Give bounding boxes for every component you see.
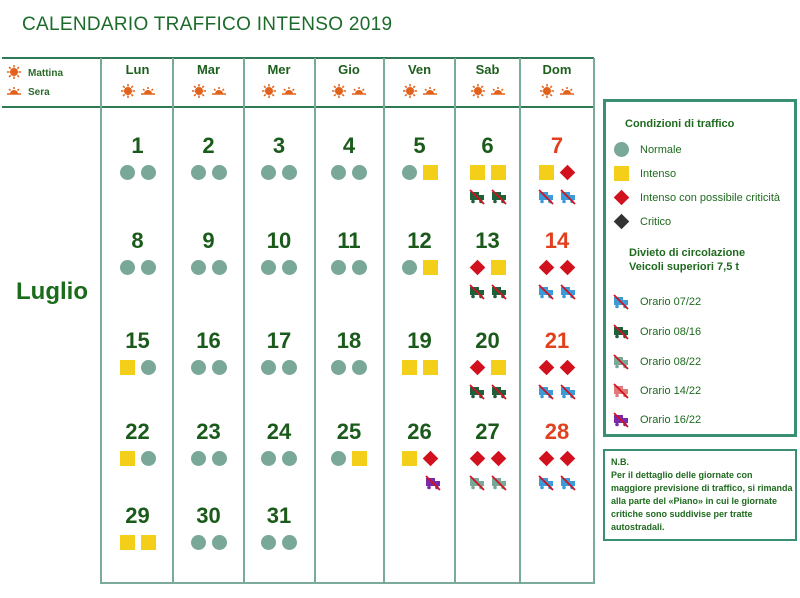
day-truck-bans: [520, 384, 594, 400]
day-number: 20: [475, 328, 500, 353]
intense-traffic-marker: [539, 165, 554, 180]
sun-morning-icon: [330, 84, 348, 103]
truck-ban-icon: [469, 189, 485, 205]
normal-traffic-marker: [191, 535, 206, 550]
sunset-evening-icon: [6, 84, 22, 101]
normal-traffic-marker: [331, 451, 346, 466]
truck-ban-icon: [560, 384, 576, 400]
legend-item: [612, 190, 780, 205]
time-icons: [102, 84, 173, 103]
possible-critical-marker: [560, 360, 576, 376]
intense-traffic-marker: [491, 360, 506, 375]
day-traffic-markers: [244, 260, 314, 275]
truck-ban-icon: [469, 284, 485, 300]
normal-traffic-marker: [261, 260, 276, 275]
day-number: 2: [202, 133, 215, 158]
legend-item: [612, 166, 676, 181]
normal-traffic-marker: [614, 142, 629, 157]
possible-critical-marker: [490, 451, 506, 467]
day-number: 4: [342, 133, 356, 158]
ban-label: Orario 14/22: [640, 385, 702, 397]
ban-item: [612, 412, 701, 428]
time-icons: [455, 84, 520, 103]
normal-traffic-marker: [212, 260, 227, 275]
day-number: 14: [544, 228, 570, 253]
truck-ban-icon: [613, 324, 629, 340]
day-truck-bans: [520, 189, 594, 205]
day-number: 11: [337, 228, 361, 253]
day-traffic-markers: [455, 451, 520, 466]
possible-critical-marker: [469, 260, 485, 276]
day-traffic-markers: [102, 165, 173, 180]
weekday-header: Mer: [267, 62, 291, 77]
sun-morning-icon: [401, 84, 419, 103]
intense-traffic-marker: [120, 451, 135, 466]
truck-ban-icon: [491, 475, 507, 491]
legend-label: Critico: [640, 215, 672, 228]
ban-label: Orario 08/16: [640, 326, 702, 338]
column-separator: [172, 58, 174, 584]
day-number: 15: [125, 328, 150, 353]
truck-ban-icon: [538, 384, 554, 400]
normal-traffic-marker: [331, 360, 346, 375]
truck-ban-icon: [613, 294, 629, 310]
truck-ban-icon: [560, 284, 576, 300]
column-separator: [243, 58, 245, 584]
day-number: 3: [272, 133, 286, 158]
ban-item: [612, 383, 701, 399]
day-truck-bans: [455, 189, 520, 205]
intense-traffic-marker: [423, 260, 438, 275]
day-truck-bans: [455, 475, 520, 491]
legend-icon: [612, 142, 630, 157]
day-number: 16: [196, 328, 221, 353]
column-separator: [314, 58, 316, 584]
day-number: 21: [544, 328, 570, 353]
morning-label: Mattina: [28, 68, 63, 79]
day-number: 18: [336, 328, 362, 353]
normal-traffic-marker: [141, 451, 156, 466]
day-traffic-markers: [173, 260, 244, 275]
ban-item: [612, 354, 701, 370]
day-traffic-markers: [102, 451, 173, 466]
day-traffic-markers: [244, 535, 314, 550]
intense-traffic-marker: [491, 165, 506, 180]
truck-ban-icon: [425, 475, 441, 491]
possible-critical-marker: [560, 260, 576, 276]
legend-label: Intenso: [640, 167, 677, 180]
day-truck-bans: [520, 475, 594, 491]
column-separator: [100, 58, 102, 584]
day-number: 29: [125, 503, 150, 528]
day-traffic-markers: [520, 451, 594, 466]
truck-ban-icon: [491, 189, 507, 205]
normal-traffic-marker: [331, 260, 346, 275]
sunset-evening-icon: [489, 84, 507, 103]
ban-item: [612, 324, 701, 340]
weekday-header: Sab: [475, 62, 500, 77]
time-icons: [520, 84, 594, 103]
day-traffic-markers: [314, 451, 384, 466]
day-number: 1: [131, 133, 144, 158]
month-label: Luglio: [16, 278, 88, 305]
sun-morning-icon: [260, 84, 278, 103]
normal-traffic-marker: [212, 360, 227, 375]
truck-ban-icon: [538, 284, 554, 300]
day-number: 24: [266, 419, 292, 444]
sunset-evening-icon: [350, 84, 368, 103]
top-rule: [2, 57, 594, 59]
sunset-evening-icon: [558, 84, 576, 103]
day-traffic-markers: [384, 360, 455, 375]
legend-icon: [612, 190, 630, 205]
ban-label: Orario 08/22: [640, 356, 702, 368]
day-traffic-markers: [173, 360, 244, 375]
time-icons: [173, 84, 244, 103]
truck-ban-icon: [613, 354, 629, 370]
legend-icon: [612, 166, 630, 181]
normal-traffic-marker: [141, 165, 156, 180]
page-title: CALENDARIO TRAFFICO INTENSO 2019: [22, 14, 393, 35]
evening-legend: [6, 83, 63, 102]
ban-icon-wrapper: [612, 354, 630, 370]
sun-morning-icon: [538, 84, 556, 103]
normal-traffic-marker: [352, 165, 367, 180]
normal-traffic-marker: [141, 260, 156, 275]
day-traffic-markers: [314, 360, 384, 375]
day-number: 30: [196, 503, 221, 528]
day-traffic-markers: [384, 260, 455, 275]
day-number: 26: [407, 419, 432, 444]
normal-traffic-marker: [120, 165, 135, 180]
possible-critical-marker: [560, 451, 576, 467]
truck-ban-icon: [613, 383, 629, 399]
ban-item: [612, 294, 701, 310]
column-separator: [383, 58, 385, 584]
time-icons: [244, 84, 314, 103]
evening-label: Sera: [28, 87, 50, 98]
normal-traffic-marker: [141, 360, 156, 375]
normal-traffic-marker: [120, 260, 135, 275]
legend-icon: [612, 214, 630, 229]
normal-traffic-marker: [191, 451, 206, 466]
intense-traffic-marker: [352, 451, 367, 466]
day-number: 12: [407, 228, 432, 253]
normal-traffic-marker: [402, 260, 417, 275]
truck-ban-icon: [491, 284, 507, 300]
day-truck-bans: [455, 284, 520, 300]
truck-ban-icon: [469, 475, 485, 491]
truck-ban-icon: [538, 189, 554, 205]
day-number: 19: [407, 328, 432, 353]
weekday-header: Mar: [196, 62, 221, 77]
ban-title: Divieto di circolazione: [629, 247, 746, 259]
intense-traffic-marker: [470, 165, 485, 180]
possible-critical-marker: [539, 360, 555, 376]
normal-traffic-marker: [282, 535, 297, 550]
sunset-evening-icon: [280, 84, 298, 103]
intense-traffic-marker: [120, 535, 135, 550]
day-traffic-markers: [520, 260, 594, 275]
note-text: Per il dettaglio delle giornate con maggiore previsione di traffico, si rimanda alla parte del «Piano» in cui le giornate critiche sono suddivise per tratte autostradali.: [611, 470, 793, 532]
intense-traffic-marker: [141, 535, 156, 550]
sun-morning-icon: [6, 65, 22, 82]
column-separator: [519, 58, 521, 584]
day-number: 5: [413, 133, 426, 158]
normal-traffic-marker: [261, 535, 276, 550]
normal-traffic-marker: [282, 165, 297, 180]
day-traffic-markers: [520, 360, 594, 375]
intense-traffic-marker: [614, 166, 629, 181]
normal-traffic-marker: [352, 360, 367, 375]
possible-critical-marker: [469, 451, 485, 467]
day-traffic-markers: [102, 535, 173, 550]
day-truck-bans: [520, 284, 594, 300]
day-number: 23: [196, 419, 221, 444]
legend-label: Intenso con possibile criticità: [640, 191, 781, 204]
normal-traffic-marker: [352, 260, 367, 275]
truck-ban-icon: [491, 384, 507, 400]
day-number: 28: [544, 419, 570, 444]
day-number: 27: [475, 419, 500, 444]
day-number: 13: [475, 228, 500, 253]
normal-traffic-marker: [261, 165, 276, 180]
normal-traffic-marker: [282, 451, 297, 466]
day-traffic-markers: [520, 165, 594, 180]
truck-ban-icon: [613, 412, 629, 428]
truck-ban-icon: [538, 475, 554, 491]
sun-morning-icon: [469, 84, 487, 103]
legend-title: Condizioni di traffico: [625, 118, 735, 130]
intense-traffic-marker: [402, 451, 417, 466]
ban-icon-wrapper: [612, 294, 630, 310]
day-number: 8: [131, 228, 144, 253]
day-traffic-markers: [244, 451, 314, 466]
day-truck-bans: [455, 384, 520, 400]
truck-ban-icon: [560, 189, 576, 205]
day-traffic-markers: [455, 360, 520, 375]
day-number: 9: [202, 228, 215, 253]
day-number: 31: [266, 503, 292, 528]
day-traffic-markers: [455, 260, 520, 275]
intense-traffic-marker: [402, 360, 417, 375]
column-separator: [454, 58, 456, 584]
truck-ban-icon: [560, 475, 576, 491]
normal-traffic-marker: [191, 165, 206, 180]
normal-traffic-marker: [402, 165, 417, 180]
ban-icon-wrapper: [612, 324, 630, 340]
day-number: 6: [481, 133, 494, 158]
weekday-header: Lun: [125, 62, 150, 77]
normal-traffic-marker: [331, 165, 346, 180]
day-truck-bans: [384, 475, 455, 491]
day-traffic-markers: [102, 360, 173, 375]
day-number: 17: [266, 328, 292, 353]
note: [611, 456, 793, 534]
ban-icon-wrapper: [612, 383, 630, 399]
sun-morning-icon: [119, 84, 137, 103]
time-icons: [384, 84, 455, 103]
day-traffic-markers: [384, 451, 455, 466]
normal-traffic-marker: [191, 360, 206, 375]
day-number: 7: [550, 133, 564, 158]
day-traffic-markers: [244, 165, 314, 180]
truck-ban-icon: [469, 384, 485, 400]
day-traffic-markers: [384, 165, 455, 180]
normal-traffic-marker: [282, 260, 297, 275]
sunset-evening-icon: [210, 84, 228, 103]
normal-traffic-marker: [212, 451, 227, 466]
day-number: 25: [336, 419, 362, 444]
legend-item: [612, 214, 671, 229]
normal-traffic-marker: [212, 535, 227, 550]
day-traffic-markers: [173, 451, 244, 466]
weekday-header: Dom: [542, 62, 572, 77]
day-traffic-markers: [314, 165, 384, 180]
intense-traffic-marker: [423, 360, 438, 375]
normal-traffic-marker: [191, 260, 206, 275]
normal-traffic-marker: [261, 360, 276, 375]
column-separator: [593, 58, 595, 584]
ban-subtitle: Veicoli superiori 7,5 t: [629, 261, 740, 273]
legend-label: Normale: [640, 143, 682, 156]
day-number: 10: [266, 228, 292, 253]
normal-traffic-marker: [282, 360, 297, 375]
sunset-evening-icon: [139, 84, 157, 103]
normal-traffic-marker: [261, 451, 276, 466]
possible-critical-marker: [560, 165, 576, 181]
normal-traffic-marker: [212, 165, 227, 180]
day-traffic-markers: [173, 535, 244, 550]
day-traffic-markers: [102, 260, 173, 275]
note-title: N.B.: [611, 457, 629, 467]
possible-critical-marker: [539, 260, 555, 276]
intense-traffic-marker: [120, 360, 135, 375]
possible-critical-marker: [422, 451, 438, 467]
morning-legend: [6, 64, 63, 83]
sun-morning-icon: [190, 84, 208, 103]
day-number: 22: [125, 419, 150, 444]
day-traffic-markers: [244, 360, 314, 375]
day-traffic-markers: [314, 260, 384, 275]
possible-critical-marker: [469, 360, 485, 376]
time-legend: [6, 64, 63, 102]
critical-marker: [613, 214, 629, 230]
legend-item: [612, 142, 682, 157]
ban-icon-wrapper: [612, 412, 630, 428]
possible-critical-marker: [613, 190, 629, 206]
sunset-evening-icon: [421, 84, 439, 103]
possible-critical-marker: [539, 451, 555, 467]
day-traffic-markers: [455, 165, 520, 180]
day-traffic-markers: [173, 165, 244, 180]
time-icons: [314, 84, 384, 103]
weekday-header: Ven: [407, 62, 432, 77]
intense-traffic-marker: [423, 165, 438, 180]
ban-label: Orario 07/22: [640, 296, 702, 308]
intense-traffic-marker: [491, 260, 506, 275]
ban-label: Orario 16/22: [640, 414, 702, 426]
weekday-header: Gio: [338, 62, 360, 77]
